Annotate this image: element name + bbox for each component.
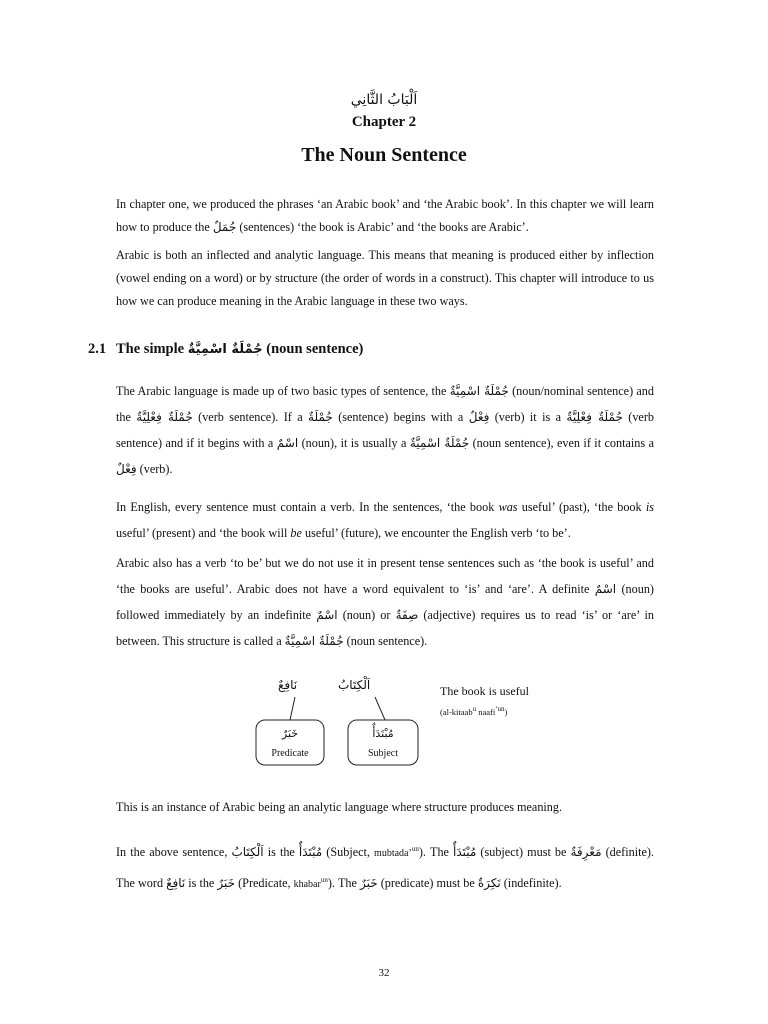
predicate-connector bbox=[290, 697, 295, 720]
intro-paragraph-1: In chapter one, we produced the phrases ‘an Arabic book’ and ‘the Arabic book’. In this chapter we will learn how to produce the جُمَلٌ (sentences) ‘the book is Arabic’ and ‘the books are Arabic’. bbox=[116, 197, 654, 234]
chapter-label: Chapter 2 bbox=[351, 114, 417, 130]
predicate-label: Predicate bbox=[271, 748, 309, 759]
section-number: 2.1 bbox=[88, 341, 107, 357]
to-be-paragraph: Arabic also has a verb ‘to be’ but we do not use it in present tense sentences such as ‘the book is useful’ and ‘the books are useful’. Arabic does not have a word equivalent to ‘is’ and ‘are’. A definite اسْمٌ (noun) followed immediately by an indefinite اسْمٌ (noun) or صِفَةٌ (adjective) requires us to read ‘is’ or ‘are’ in between. This structure is called a جُمْلَةٌ اسْمِيَّةٌ (noun sentence). bbox=[116, 556, 654, 648]
predicate-word: نَافِعٌ bbox=[278, 678, 298, 692]
subject-word: اَلْكِتَابُ bbox=[338, 678, 371, 692]
predicate-arabic-label: خَبَرٌ bbox=[281, 727, 299, 740]
transliteration-text: (al-kitaab$^u$ naafi$^{‘un}$) bbox=[440, 705, 508, 717]
intro-paragraph-2: Arabic is both an inflected and analytic language. This means that meaning is produced either by inflection (vowel ending on a word) or by structure (the order of words in a construct). This chapter will introduce to us how we can produce meaning in the Arabic language in these two ways. bbox=[116, 248, 654, 308]
subject-arabic-label: مُبْتَدَأٌ bbox=[372, 727, 394, 740]
chapter-title: The Noun Sentence bbox=[301, 144, 467, 166]
chapter-arabic-title: اَلْبَابُ الثَّانِي bbox=[350, 92, 418, 108]
above-sentence-paragraph: In the above sentence, اَلْكِتَابُ is the مُبْتَدَأٌ (Subject, mubtada’$^{un}$). The مُبْتَدَأٌ (subject) must be مَعْرِفَةٌ (definite). The word نَافِعٌ is the خَبَرٌ (Predicate, khabar$^{un}$). The خَبَرٌ (predicate) must be نَكِرَةٌ (indefinite). bbox=[116, 845, 654, 891]
sentence-types-paragraph: The Arabic language is made up of two basic types of sentence, the جُمْلَةٌ اسْمِيَّةٌ (noun/nominal sentence) and the جُمْلَةٌ فِعْلِيَّةٌ (verb sentence). If a جُمْلَةٌ (sentence) begins with a فِعْلٌ (verb) it is a جُمْلَةٌ فِعْلِيَّةٌ (verb sentence) and if it begins with a اسْمٌ (noun), it is usually a جُمْلَةٌ اسْمِيَّةٌ (noun sentence), even if it contains a فِعْلٌ (verb). bbox=[116, 384, 654, 476]
sentence-diagram bbox=[240, 672, 660, 780]
subject-connector bbox=[375, 697, 385, 720]
english-verb-paragraph: In English, every sentence must contain a verb. In the sentences, ‘the book was useful’ (past), ‘the book is useful’ (present) and ‘the book will be useful’ (future), we encounter the English verb ‘to be’. bbox=[116, 500, 654, 540]
translation-text: The book is useful bbox=[440, 684, 529, 698]
page-number: 32 bbox=[378, 967, 390, 979]
subject-label: Subject bbox=[368, 748, 398, 759]
section-heading: 2.1 The simple جُمْلَةٌ اسْمِيَّةٌ (noun sentence) bbox=[88, 341, 364, 357]
analytic-paragraph: This is an instance of Arabic being an analytic language where structure produces meaning. bbox=[116, 800, 563, 814]
